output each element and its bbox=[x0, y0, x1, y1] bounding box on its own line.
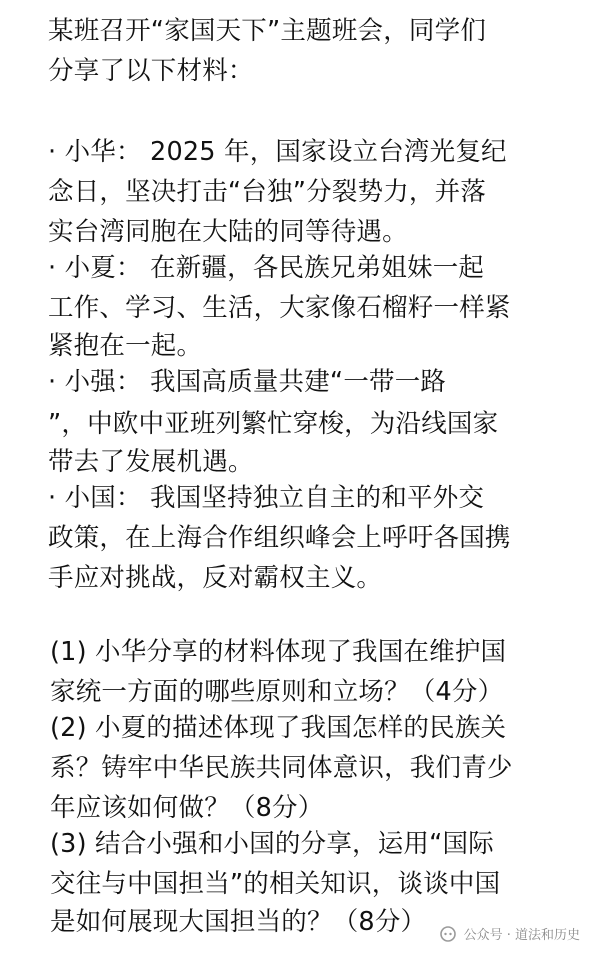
material-line-2: 念日，坚决打击“台独”分裂势力，并落 bbox=[48, 177, 487, 207]
material-line-4: · 小夏： 在新疆，各民族兄弟姐妹一起 bbox=[48, 253, 485, 283]
material-line-7: · 小强： 我国高质量共建“一带一路 bbox=[48, 367, 447, 397]
question-line-8: 是如何展现大国担当的？（8分） bbox=[50, 907, 427, 937]
intro-line-2: 分享了以下材料： bbox=[48, 56, 254, 86]
question-line-7: 交往与中国担当”的相关知识，谈谈中国 bbox=[50, 869, 501, 899]
question-line-4: 系？铸牢中华民族共同体意识，我们青少 bbox=[50, 753, 513, 783]
question-line-1: (1) 小华分享的材料体现了我国在维护国 bbox=[50, 637, 507, 667]
intro-line-1: 某班召开“家国天下”主题班会，同学们 bbox=[48, 16, 487, 46]
material-line-3: 实台湾同胞在大陆的同等待遇。 bbox=[48, 217, 408, 247]
material-line-8: ”，中欧中亚班列繁忙穿梭，为沿线国家 bbox=[48, 409, 499, 439]
question-line-6: (3) 结合小强和小国的分享，运用“国际 bbox=[50, 829, 494, 859]
wechat-official-account-icon bbox=[438, 925, 458, 943]
material-line-12: 手应对挑战，反对霸权主义。 bbox=[48, 563, 383, 593]
question-line-5: 年应该如何做？（8分） bbox=[50, 793, 324, 823]
watermark-text: 公众号 · 道法和历史 bbox=[463, 928, 580, 943]
material-line-9: 带去了发展机遇。 bbox=[48, 447, 254, 477]
watermark bbox=[438, 924, 580, 943]
material-line-6: 紧抱在一起。 bbox=[48, 331, 203, 361]
material-line-5: 工作、学习、生活，大家像石榴籽一样紧 bbox=[48, 293, 511, 323]
question-line-2: 家统一方面的哪些原则和立场？（4分） bbox=[50, 677, 504, 707]
material-line-11: 政策，在上海合作组织峰会上呼吁各国携 bbox=[48, 523, 511, 553]
material-line-1: · 小华： 2025 年，国家设立台湾光复纪 bbox=[48, 137, 507, 167]
question-line-3: (2) 小夏的描述体现了我国怎样的民族关 bbox=[50, 713, 507, 743]
material-line-10: · 小国： 我国坚持独立自主的和平外交 bbox=[48, 483, 485, 513]
